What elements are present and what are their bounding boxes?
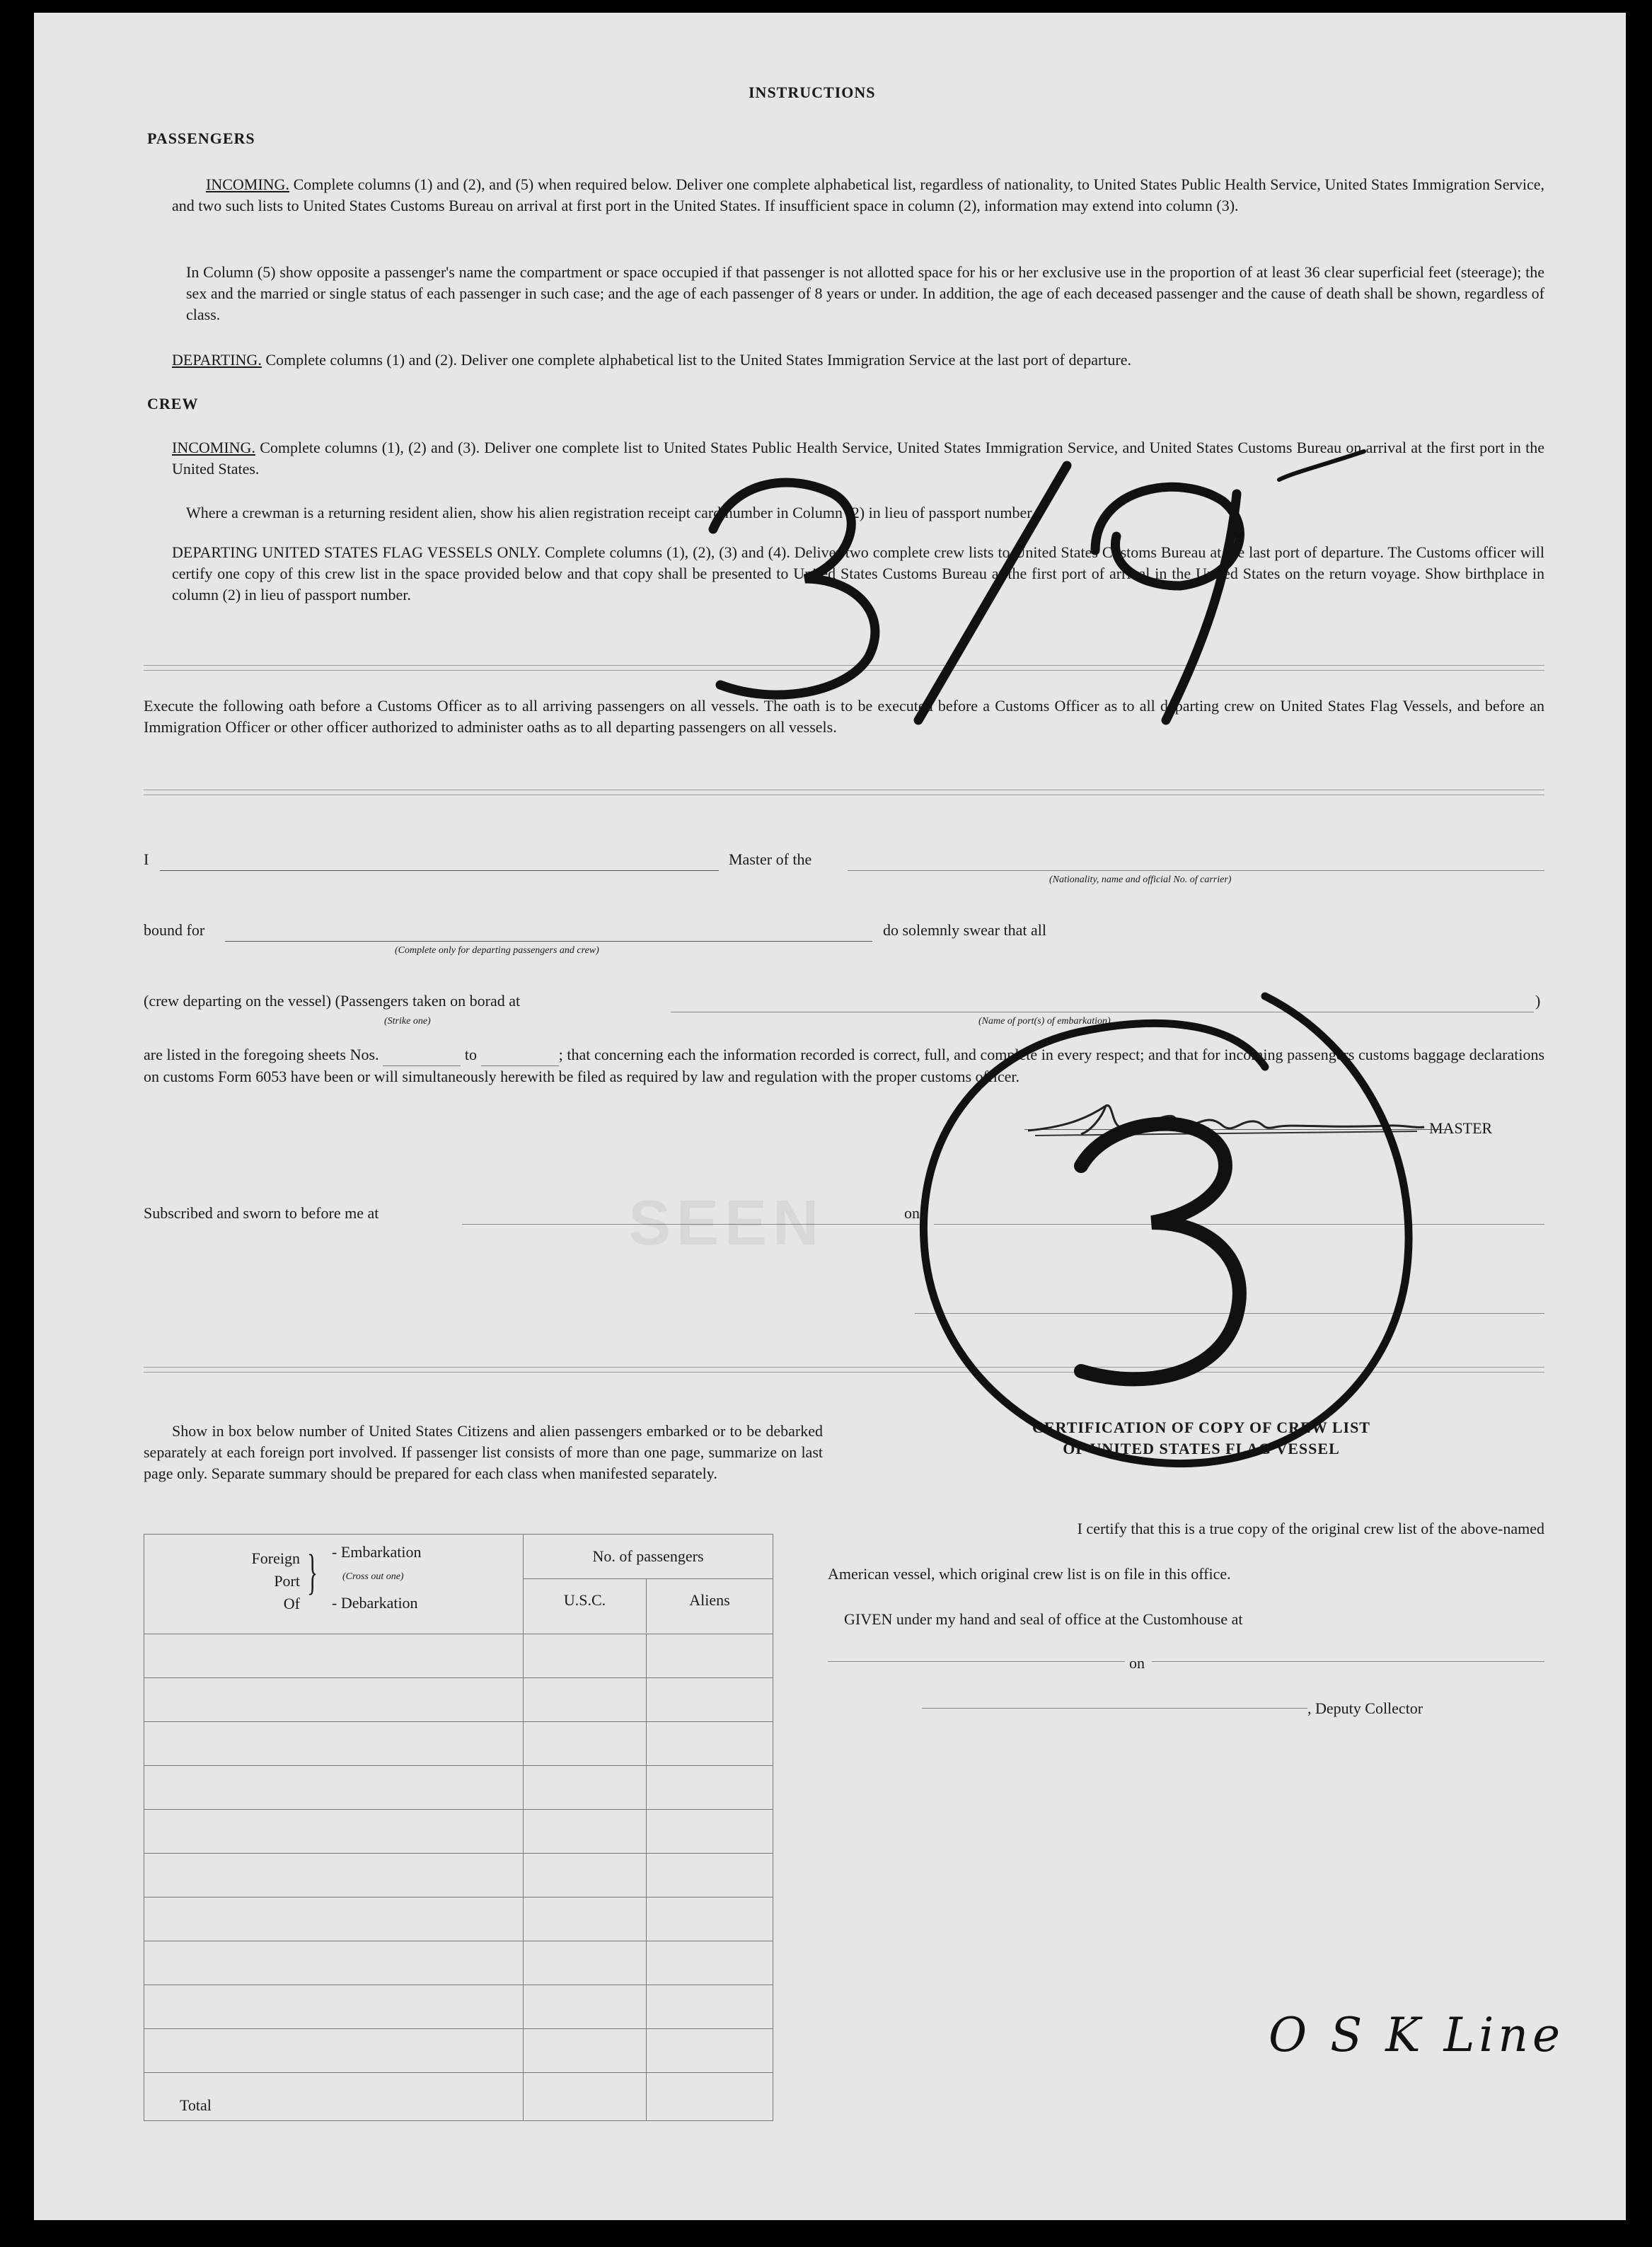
customhouse-line[interactable]	[828, 1661, 1125, 1662]
port-caption: (Name of port(s) of embarkation)	[978, 1016, 1111, 1027]
debarkation-label: - Debarkation	[332, 1594, 418, 1612]
aliens-cell[interactable]	[647, 1941, 773, 1985]
given-under-text: GIVEN under my hand and seal of office at the Customhouse at	[844, 1610, 1243, 1628]
port-cell[interactable]	[144, 1810, 524, 1854]
crew-incoming-label: INCOMING.	[172, 439, 255, 456]
total-cell	[144, 2073, 524, 2121]
port-cell[interactable]	[144, 1766, 524, 1810]
crew-returning-paragraph: Where a crewman is a returning resident alien, show his alien registration receipt card number in Column (2) in lieu of passport number.	[186, 504, 1035, 521]
solemnly-swear-text: do solemnly swear that all	[883, 921, 1046, 939]
handwritten-large-number	[671, 437, 1378, 734]
bound-for-line[interactable]	[225, 941, 872, 942]
passengers-incoming-text: Complete columns (1) and (2), and (5) when required below. Deliver one complete alphabetical list, regardless of nationality, to United States Public Health Service, United States Immigration Service, and two such lists to United States Customs Bureau on arrival at first port in the United States. If insufficient space in column (2), information may extend into column (3).	[172, 175, 1545, 214]
port-cell[interactable]	[144, 1985, 524, 2029]
passenger-count-header	[524, 1535, 773, 1634]
port-label: Port	[274, 1572, 300, 1590]
usc-cell[interactable]	[524, 1985, 647, 2029]
strike-one-caption: (Strike one)	[384, 1016, 431, 1027]
deputy-collector-line[interactable]	[922, 1708, 1307, 1709]
master-label: MASTER	[1429, 1119, 1493, 1137]
certification-on-label: on	[1129, 1654, 1145, 1672]
usc-cell[interactable]	[524, 1941, 647, 1985]
no-of-passengers-label: No. of passengers	[524, 1535, 773, 1579]
port-cell[interactable]	[144, 1941, 524, 1985]
passengers-incoming-label: INCOMING.	[206, 175, 289, 193]
deputy-collector-label: , Deputy Collector	[1307, 1699, 1423, 1717]
complete-only-caption: (Complete only for departing passengers and crew)	[395, 945, 599, 956]
oath-i-label: I	[144, 850, 149, 868]
of-label: Of	[283, 1595, 300, 1612]
port-cell[interactable]	[144, 1634, 524, 1678]
master-name-line[interactable]	[160, 870, 719, 871]
circled-number	[869, 975, 1463, 1484]
passengers-incoming-paragraph	[172, 174, 1544, 216]
passengers-departing-label: DEPARTING.	[172, 351, 262, 369]
document-page	[34, 13, 1626, 2220]
summary-instructions: Show in box below number of United States Citizens and alien passengers embarked or to be debarked separately at each foreign port involved. If passenger list consists of more than one page, summarize on last page only. Separate summary should be prepared for each class when manifested separately.	[144, 1422, 823, 1482]
foreign-label: Foreign	[251, 1549, 300, 1567]
subscribed-label: Subscribed and sworn to before me at	[144, 1204, 379, 1222]
oath-intro: Execute the following oath before a Customs Officer as to all arriving passengers on all vessels. The oath is to be executed before a Customs Officer as to all departing crew on United States Flag Vessels, and before an Immigration Officer or other officer authorized to administer oaths as to all departing passengers on all vessels.	[144, 697, 1544, 736]
american-vessel-text: American vessel, which original crew list is on file in this office.	[828, 1565, 1231, 1583]
certification-title-line1: CERTIFICATION OF COPY OF CREW LIST	[1032, 1419, 1370, 1436]
port-cell[interactable]	[144, 1897, 524, 1941]
sheet-to-field[interactable]	[481, 1044, 559, 1066]
carrier-line[interactable]	[848, 870, 1544, 871]
usc-cell[interactable]	[524, 1854, 647, 1897]
usc-cell[interactable]	[524, 1722, 647, 1766]
cross-out-caption: (Cross out one)	[342, 1571, 404, 1582]
aliens-cell[interactable]	[647, 2029, 773, 2073]
aliens-cell[interactable]	[647, 1678, 773, 1722]
usc-label: U.S.C.	[524, 1579, 647, 1633]
total-label: Total	[180, 2096, 212, 2114]
certify-text: I certify that this is a true copy of the original crew list of the above-named	[1077, 1520, 1544, 1537]
brace-glyph: }	[307, 1545, 318, 1600]
certification-title-line2: OF UNITED STATES FLAG VESSEL	[1063, 1440, 1340, 1457]
port-cell[interactable]	[144, 1854, 524, 1897]
sworn-on-label: on	[904, 1204, 920, 1222]
close-paren: )	[1535, 992, 1541, 1010]
crew-heading: CREW	[147, 395, 199, 412]
listed-text-end: ; that concerning each the information recorded is correct, full, and complete in every respect; and that for incoming passengers customs baggage declarations on customs Form 6053 have been or will simultaneously herewith be filed as required by law and regulation with the proper customs officer.	[144, 1046, 1545, 1085]
listed-text-start: are listed in the foregoing sheets Nos.	[144, 1046, 379, 1063]
aliens-cell[interactable]	[647, 1897, 773, 1941]
passengers-heading: PASSENGERS	[147, 129, 255, 147]
aliens-label: Aliens	[689, 1591, 730, 1609]
passenger-summary-table	[144, 1534, 773, 2121]
crew-departing-text: Complete columns (1), (2), (3) and (4). Deliver two complete crew lists to United States Customs Bureau at the last port of departure. The Customs officer will certify one copy of this crew list in the space provided below and that copy shall be presented to United States Customs Bureau at the first port of arrival in the United States on the return voyage. Show birthplace in column (2) in lieu of passport number.	[172, 543, 1545, 603]
instructions-title: INSTRUCTIONS	[749, 83, 876, 101]
aliens-total-cell[interactable]	[647, 2073, 773, 2121]
passengers-departing-text: Complete columns (1) and (2). Deliver one complete alphabetical list to the United States Immigration Service at the last port of departure.	[265, 351, 1132, 369]
certification-date-line[interactable]	[1152, 1661, 1544, 1662]
crew-incoming-text: Complete columns (1), (2) and (3). Deliver one complete list to United States Public Health Service, United States Immigration Service, and United States Customs Bureau on arrival at the first port in the United States.	[172, 439, 1545, 478]
usc-cell[interactable]	[524, 2029, 647, 2073]
to-label: to	[464, 1046, 477, 1063]
usc-cell[interactable]	[524, 1897, 647, 1941]
usc-cell[interactable]	[524, 1810, 647, 1854]
nationality-caption: (Nationality, name and official No. of carrier)	[1049, 874, 1232, 885]
aliens-cell[interactable]	[647, 1634, 773, 1678]
passengers-column5-paragraph: In Column (5) show opposite a passenger's name the compartment or space occupied if that passenger is not allotted space for his or her exclusive use in the proportion of at least 36 clear superficial feet (steerage); the sex and the married or single status of each passenger in such case; and the age of each passenger of 8 years or under. In addition, the age of each deceased passenger and the cause of death shall be shown, regardless of class.	[186, 263, 1544, 323]
master-of-the-label: Master of the	[729, 850, 812, 868]
aliens-cell[interactable]	[647, 1810, 773, 1854]
usc-cell[interactable]	[524, 1766, 647, 1810]
aliens-cell[interactable]	[647, 1854, 773, 1897]
usc-cell[interactable]	[524, 1634, 647, 1678]
handwritten-company-note: O S K Line	[1269, 2008, 1565, 2062]
ghost-stamp: SEEN	[628, 1188, 825, 1259]
crew-departing-label: DEPARTING UNITED STATES FLAG VESSELS ONLY.	[172, 543, 541, 561]
usc-total-cell[interactable]	[524, 2073, 647, 2121]
port-cell[interactable]	[144, 1678, 524, 1722]
usc-cell[interactable]	[524, 1678, 647, 1722]
section-divider	[144, 790, 1544, 795]
passengers-departing-paragraph	[172, 350, 1544, 371]
crew-departing-text: (crew departing on the vessel) (Passengers taken on borad at	[144, 992, 521, 1010]
foreign-port-header	[144, 1535, 524, 1634]
port-cell[interactable]	[144, 1722, 524, 1766]
sheet-from-field[interactable]	[383, 1044, 461, 1066]
aliens-cell[interactable]	[647, 1722, 773, 1766]
bound-for-label: bound for	[144, 921, 205, 939]
port-cell[interactable]	[144, 2029, 524, 2073]
embarkation-label: - Embarkation	[332, 1543, 422, 1561]
aliens-cell[interactable]	[647, 1985, 773, 2029]
aliens-cell[interactable]	[647, 1766, 773, 1810]
